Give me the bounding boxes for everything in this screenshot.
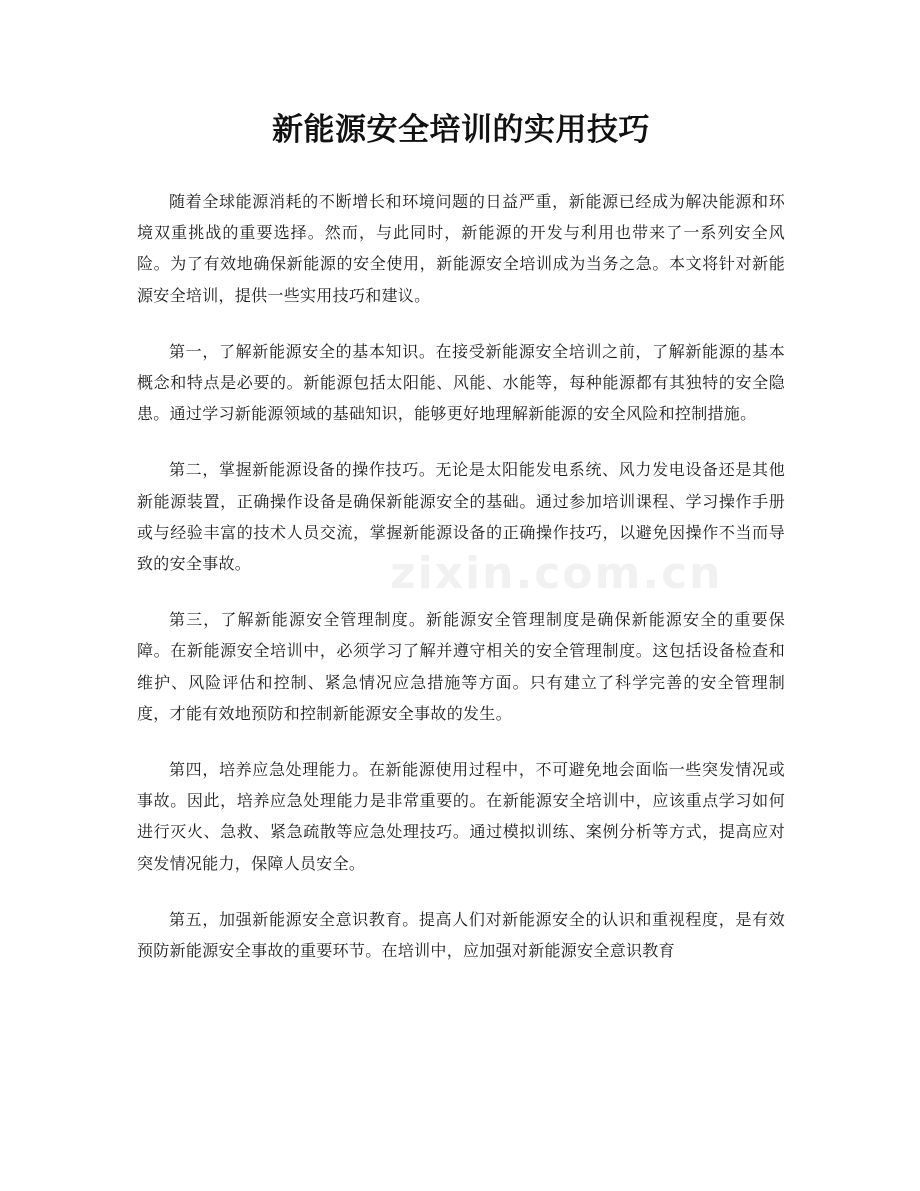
paragraph-first: 第一，了解新能源安全的基本知识。在接受新能源安全培训之前，了解新能源的基本概念和特点是必要的。新能源包括太阳能、风能、水能等，每种能源都有其独特的安全隐患。通过学习新能源领域的基础知识，能够更好地理解新能源的安全风险和控制措施。 bbox=[137, 341, 785, 424]
watermark: zixin.com.cn bbox=[390, 548, 723, 599]
paragraph-second: 第二，掌握新能源设备的操作技巧。无论是太阳能发电系统、风力发电设备还是其他新能源装置，正确操作设备是确保新能源安全的基础。通过参加培训课程、学习操作手册或与经验丰富的技术人员交流，掌握新能源设备的正确操作技巧，以避免因操作不当而导致的安全事故。 bbox=[137, 460, 785, 574]
document-title: 新能源安全培训的实用技巧 bbox=[272, 112, 650, 148]
paragraph-fifth: 第五，加强新能源安全意识教育。提高人们对新能源安全的认识和重视程度，是有效预防新能源安全事故的重要环节。在培训中，应加强对新能源安全意识教育 bbox=[137, 909, 785, 961]
paragraph-fourth: 第四，培养应急处理能力。在新能源使用过程中，不可避免地会面临一些突发情况或事故。因此，培养应急处理能力是非常重要的。在新能源安全培训中，应该重点学习如何进行灭火、急救、紧急疏散等应急处理技巧。通过模拟训练、案例分析等方式，提高应对突发情况能力，保障人员安全。 bbox=[137, 760, 785, 873]
paragraph-intro: 随着全球能源消耗的不断增长和环境问题的日益严重，新能源已经成为解决能源和环境双重挑战的重要选择。然而，与此同时，新能源的开发与利用也带来了一系列安全风险。为了有效地确保新能源的安全使用，新能源安全培训成为当务之急。本文将针对新能源安全培训，提供一些实用技巧和建议。 bbox=[137, 192, 785, 305]
paragraph-third: 第三，了解新能源安全管理制度。新能源安全管理制度是确保新能源安全的重要保障。在新能源安全培训中，必须学习了解并遵守相关的安全管理制度。这包括设备检查和维护、风险评估和控制、紧急情况应急措施等方面。只有建立了科学完善的安全管理制度，才能有效地预防和控制新能源安全事故的发生。 bbox=[137, 610, 785, 723]
